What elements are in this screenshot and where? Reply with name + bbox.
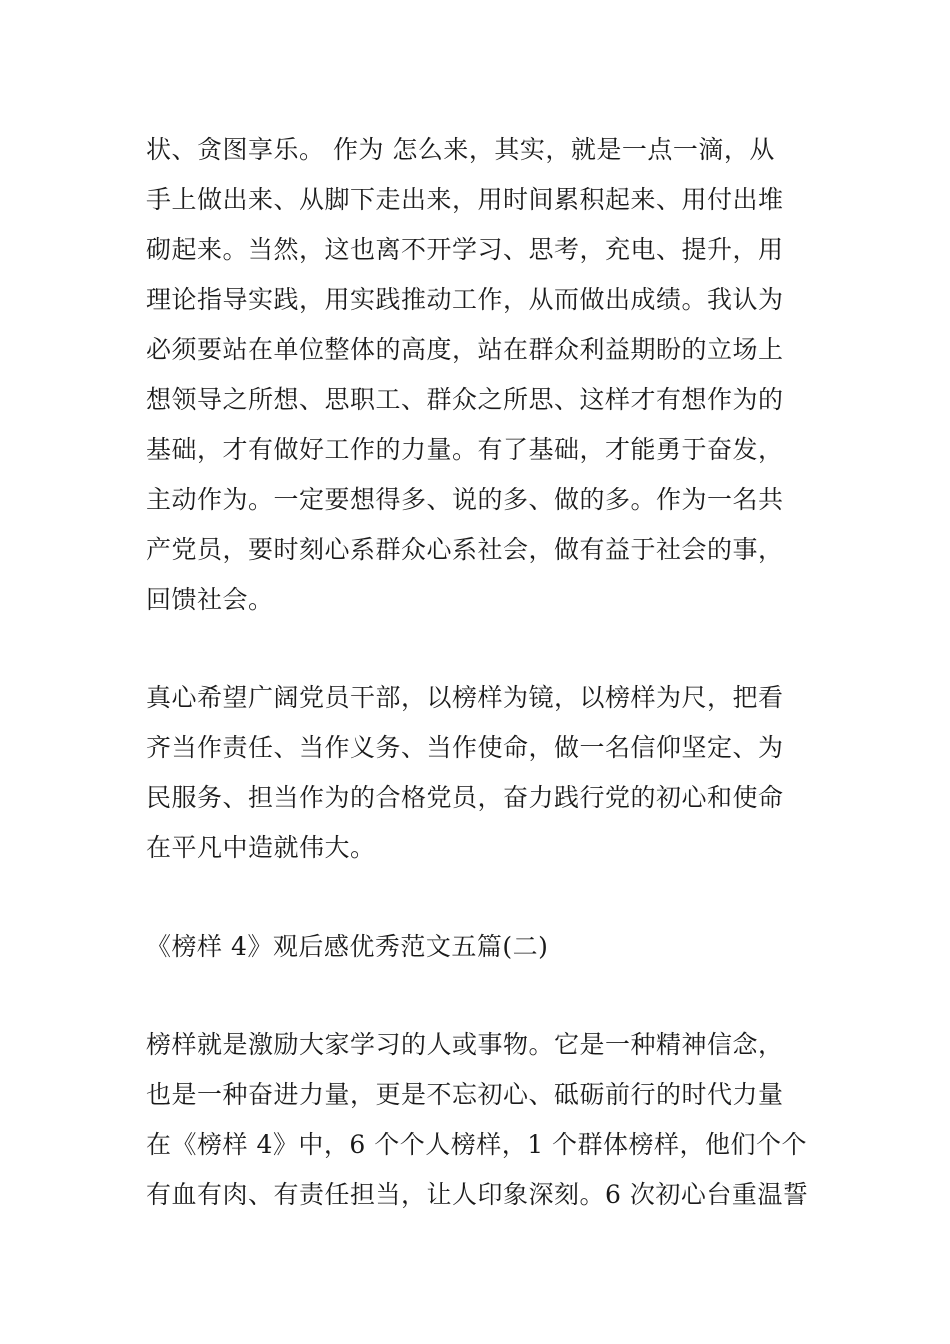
text-line: 回馈社会。 bbox=[146, 585, 274, 614]
text-line: 产党员，要时刻心系群众心系社会，做有益于社会的事， bbox=[146, 535, 784, 564]
text-line: 真心希望广阔党员干部，以榜样为镜，以榜样为尺，把看 bbox=[146, 683, 784, 712]
text-line: 齐当作责任、当作义务、当作使命，做一名信仰坚定、为 bbox=[146, 733, 784, 762]
text-line: 在《榜样 4》中，6 个个人榜样，1 个群体榜样，他们个个 bbox=[146, 1130, 808, 1159]
text-line: 主动作为。一定要想得多、说的多、做的多。作为一名共 bbox=[146, 485, 784, 514]
text-line: 榜样就是激励大家学习的人或事物。它是一种精神信念， bbox=[146, 1030, 784, 1059]
text-line: 在平凡中造就伟大。 bbox=[146, 833, 376, 862]
text-line: 必须要站在单位整体的高度，站在群众利益期盼的立场上 bbox=[146, 335, 784, 364]
text-line: 手上做出来、从脚下走出来，用时间累积起来、用付出堆 bbox=[146, 185, 784, 214]
text-line: 理论指导实践，用实践推动工作，从而做出成绩。我认为 bbox=[146, 285, 784, 314]
section-heading: 《榜样 4》观后感优秀范文五篇(二) bbox=[146, 932, 549, 961]
text-line: 有血有肉、有责任担当，让人印象深刻。6 次初心台重温誓 bbox=[146, 1180, 809, 1209]
text-line: 想领导之所想、思职工、群众之所思、这样才有想作为的 bbox=[146, 385, 784, 414]
text-line: 基础，才有做好工作的力量。有了基础，才能勇于奋发， bbox=[146, 435, 784, 464]
text-line: 民服务、担当作为的合格党员，奋力践行党的初心和使命 bbox=[146, 783, 784, 812]
text-line: 状、贪图享乐。 作为 怎么来，其实，就是一点一滴，从 bbox=[146, 135, 775, 164]
text-line: 砌起来。当然，这也离不开学习、思考，充电、提升，用 bbox=[146, 235, 784, 264]
text-line: 也是一种奋进力量，更是不忘初心、砥砺前行的时代力量 bbox=[146, 1080, 784, 1109]
